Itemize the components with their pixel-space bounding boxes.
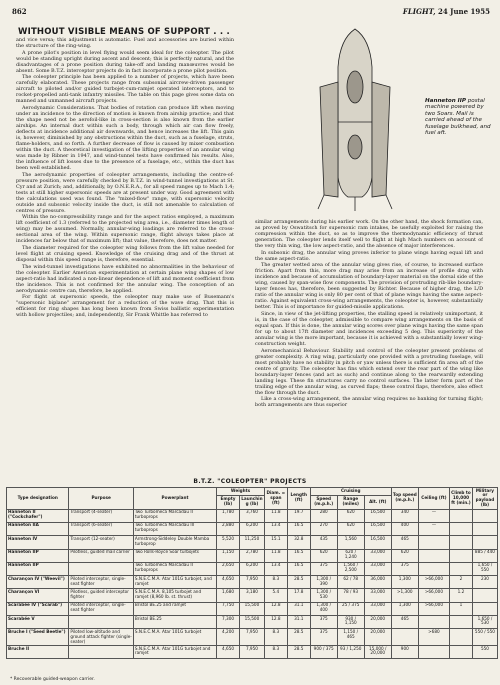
table-title: B.T.Z. "COLEOPTER" PROJECTS [193,478,307,485]
table-cell [418,616,449,629]
table-cell: 4,200 [217,629,240,646]
col-header-empty: Empty (lb) [217,495,240,509]
table-cell: 16.5 [287,562,310,575]
table-cell: 1,300 / 400 [310,602,337,615]
table-cell: S.N.E.C.M.A. Atar 101G turbojet and ramjet [133,646,216,659]
cell-type-designation: Hanneton IIP [7,549,69,562]
table-cell: 5,520 [217,536,240,549]
table-cell: >66,000 [418,602,449,615]
cell-type-designation: Hanneton IIA [7,522,69,535]
table-cell: 7,950 [239,646,264,659]
table-cell: 3,760 [239,509,264,522]
coleopter-projects-table [6,487,498,659]
table-cell: 375 [310,629,337,646]
table-cell: 33,000 [364,589,391,602]
table-cell: 16,500 [364,509,391,522]
table-cell: 620 [337,522,364,535]
table-cell [472,589,497,602]
table-cell: 20,000 [364,629,391,646]
table-cell: 13.4 [264,562,287,575]
table-cell: 25 / 375 [337,602,364,615]
article-title: WITHOUT VISIBLE MEANS OF SUPPORT . . . [18,27,230,37]
table-cell: 13.4 [264,522,287,535]
page-number: 862 [12,7,27,16]
table-cell: 33,000 [364,562,391,575]
table-cell: >680 [418,629,449,646]
table-cell: 375 [310,562,337,575]
table-cell: 15,500 [239,602,264,615]
table-cell: 1,560 / 2,500 [337,562,364,575]
table-cell: 1 [450,602,473,615]
table-cell: Pilotless, guided interceptor fighter [69,589,133,602]
table-row [7,509,498,522]
table-cell: 78 / 93 [337,589,364,602]
table-cell: 15,500 [239,616,264,629]
table-cell: Transport (12-seater) [69,536,133,549]
table-cell: 550 / 550 [472,629,497,646]
table-cell: 17.8 [287,589,310,602]
table-cell: 1,780 [217,509,240,522]
table-cell [450,549,473,562]
table-cell: 2,880 [217,522,240,535]
table-cell [450,536,473,549]
table-cell: 550 [472,646,497,659]
table-cell [450,616,473,629]
table-cell: 16,500 [364,536,391,549]
paragraph: Aerodynamic Considerations. That bodies of rotation can produce lift when moving under an incidence to the direction of motion is known from airship practice; and that the shape need not be aerofoil-like in cross-section is also known from the earlier airships. An internal duct within such a body, through which air can flow freely, deflects at incidence additional air downwards, and hence increases the lift. This gain is, however, diminished by any obstructions within the duct, such as a fuselage, struts, flame-holders, and so forth. A further decrease of flow is caused by mixer combustion within the duct. A theoretical investigation of the lifting properties of an annular wing was made by Ribner in 1947, and wind-tunnel tests have confirmed his results. Also, the influence of lift losses due to the presence of a fuselage, etc., within the duct has been well established. [16,104,234,172]
cell-type-designation: Hanneton IIP [7,562,69,575]
table-cell: 33,000 [364,602,391,615]
table-cell [418,646,449,659]
paragraph: The coleopter principle has been applied to a number of projects, which have been carefully elaborated. These projects range from subsonial aircrew-driven passenger aircraft to piloted and/or guided turbojet-cum-ramjet operated interceptors, and to rocket-propelled anti-tank infantry missiles. The table on this page gives some data on manned and unmanned aircraft projects. [16,74,234,105]
cell-type-designation: Bruche I ("Seed Beetle") [7,629,69,646]
table-cell: 7,950 [239,576,264,589]
caption-text: postal machine powered by two Soars. Mail is carried ahead of the fuselage bulkhead, and fuel aft. [425,98,491,137]
table-cell: 1,300 [391,576,418,589]
table-cell [391,629,418,646]
table-cell [69,646,133,659]
table-cell: 280 [310,509,337,522]
table-cell: 62 / 78 [337,576,364,589]
paragraph: similar arrangements during his earlier work. On the other hand, the shock formation can, as proved by Oswatitsch for supersonic ram intakes, be usefully exploited for raising the compression within the duct, so as to improve the thermodynamic efficiency of thrust generation. The coleopter lends itself well to flight at high Mach numbers on account of the very thin wing, the low aspect-ratio, and the absence of major interferences. [255,219,483,250]
table-cell [450,522,473,535]
issue-date: 24 June 1955 [437,7,490,16]
table-row [7,629,498,646]
table-cell: 1,150 [217,549,240,562]
table-cell: Piloted interceptor, single-seat fighter [69,576,133,589]
table-cell: 8.3 [264,646,287,659]
table-cell: 4,650 [217,646,240,659]
table-cell: 1,650 / 550 [472,562,497,575]
table-cell: 930 / 1,150 [337,616,364,629]
table-cell: 885 / 440 [472,549,497,562]
table-cell: 11.8 [264,509,287,522]
table-cell: Piloted low-altitude and ground attack fighter (single-seater) [70,628,132,644]
table-cell: 620 [310,549,337,562]
table-cell: 5.4 [264,589,287,602]
table-cell: 7,950 [239,629,264,646]
table-cell: Armstrong-Siddeley Double Mamba turboprop [133,536,216,549]
paragraph: For flight at supersonic speeds, the coleopter may make use of Busemann's "supersonic biplane" arrangement for a reduction of the wave drag. That this is efficient for ring shapes has long been known from Swiss ballistic experimentation with hollow projectiles; and, independently, Sir Frank Whittle has referred to [16,294,234,319]
col-header-alt: Alt. (ft) [364,495,391,509]
col-header-ceiling: Ceiling (ft) [418,488,449,510]
table-cell [472,509,497,522]
table-row [7,522,498,535]
table-cell: 11,250 [239,536,264,549]
table-cell: 15.1 [264,536,287,549]
article-column-left [16,37,234,476]
table-cell: 32.8 [287,536,310,549]
table-cell: 16,500 [364,522,391,535]
col-header-payload: Military or payload (lb) [472,488,497,510]
table-cell: 36,000 [364,576,391,589]
col-header-launching: Launching (lb) [239,495,264,509]
table-cell: Pilotless, guided mail carrier [69,549,133,562]
table-cell: >66,000 [418,576,449,589]
table-cell: Transport (4-seater) [69,509,133,522]
table-cell: 465 [391,536,418,549]
table-row [7,589,498,602]
table-footnote: * Recoverable guided-weapon carrier. [10,677,95,682]
table-cell: 28.5 [287,646,310,659]
magazine-header [403,7,490,16]
table-cell: Two Turbomeca Marcadau II turboprops [133,562,216,575]
paragraph: The wind-tunnel investigations have exhibited no abnormalities in the behaviour of the coleopter. Earlier American experimentation at certain plane wing shapes of low aspect-ratio had indicated a non-linear dependence of lift and moment coefficient from the incidence. This is not confirmed for the annular wing. The conception of an aerodynamic centre can, therefore, be applied. [16,263,234,294]
table-cell: 1,300 / 530 [310,589,337,602]
table-cell: Bristol BE.25 [133,616,216,629]
table-cell [472,602,497,615]
table-cell: 33,000 [364,549,391,562]
col-header-climb: Climb to 10,000 ft (min.) [450,488,473,510]
table-cell: 8.3 [264,576,287,589]
table-cell: 93 / 1,250 [337,646,364,659]
table-cell: 465 [391,616,418,629]
paragraph: In subsonic drag, the annular wing proves inferior to plane wings having equal lift and the same aspect-ratio. [255,249,483,262]
table-cell: 7,300 [217,616,240,629]
table-cell [450,629,473,646]
table-row [7,646,498,659]
cell-type-designation: Hanneton II ("Cockchafer") [7,509,69,522]
hanneton-iip-illustration [300,27,410,212]
table-row [7,562,498,575]
table-cell: 19.7 [287,509,310,522]
table-cell [450,562,473,575]
table-cell: 1,680 [217,589,240,602]
article-column-right [255,219,483,476]
table-cell: 900 [391,646,418,659]
cell-type-designation: Bruche II [7,646,69,659]
table-row [7,549,498,562]
table-cell: 2,780 [239,549,264,562]
table-cell [450,509,473,522]
table-cell: Transport (6-seater) [69,522,133,535]
table-cell: 6,200 [239,522,264,535]
paragraph: Aeromechanical Behaviour. Stability and control of the coleopter present problems of greater complexity. A ring wing, particularly one provided with a protruding fuselage, will most probably have no stability in pitch or yaw unless there is sufficient fin area aft of the centre of gravity. The coleopter has fins which extend over the rear part of the wing like boundary-layer fences (and act as such) and continue along to the rearwardly extending landing legs. These fin structures carry no control surfaces. The latter form part of the trailing edge of the annular wing, as curved flaps; these control flaps, therefore, also effect the flow through the duct. [255,347,483,396]
table-cell: 16.5 [287,549,310,562]
table-cell: 31.1 [287,616,310,629]
table-body [7,509,498,659]
paragraph: A prone pilot's position in level flying would seem ideal for the coleopter. The pilot would be standing upright during ascent and descent; this is perfectly natural, and the disadvantages of a prone position during take-off and landing manœuvres would be absent. Some B.T.Z. interceptor projects do in fact incorporate a prone pilot position. [16,49,234,74]
table-cell: 620 [337,509,364,522]
paragraph: and vice versa; this adjustment is automatic. Fuel and accessories are buried within the structure of the ring-wing. [16,37,234,50]
paragraph: The aerodynamic properties of coleopter arrangements, including the centre-of-pressure position, were carefully checked by B.T.Z. in wind-tunnel investigations at St. Cyr and at Zurich; and, additionally, by O.N.E.R.A., for all speed ranges up to Mach 1.4; tests at still higher supersonic speeds are at present under way. Good agreement with the calculations used was found. The "mixed-flow" range, with supersonic velocity outside and subsonic velocity inside the duct, is still not amenable to calculation of centres of pressure. [16,171,234,214]
table-cell: 31.1 [287,602,310,615]
table-cell: 620 / 1,240 [337,549,364,562]
table-cell: 1,300 [391,602,418,615]
table-cell: 230 [472,576,497,589]
table-cell [418,549,449,562]
table-cell: Two Rolls-Royce Soar turbojets [133,549,216,562]
col-header-powerplant: Powerplant [133,488,216,510]
table-cell: 1,560 [337,536,364,549]
table-cell: 8.3 [264,629,287,646]
col-header-length: Length (ft) [287,488,310,510]
table-cell: 270 [310,522,337,535]
table-cell [69,616,133,629]
magazine-name: FLIGHT, [402,7,436,16]
table-cell: Two Turbomeca Marcadau III turboprops [133,522,216,535]
col-header-purpose: Purpose [69,488,133,510]
table-cell: 7,750 [217,602,240,615]
group-header-cruising: Cruising [310,488,391,496]
table-cell [472,536,497,549]
cell-type-designation: Charançon VI [7,589,69,602]
cell-type-designation: Charançon IV ("Weevil") [7,576,69,589]
col-header-top-speed: Top speed (m.p.h.) [391,488,418,510]
table-cell: 400 [391,522,418,535]
cell-type-designation: Hanneton IV [7,536,69,549]
group-header-weights: Weights [217,488,265,496]
table-cell: 16.5 [287,522,310,535]
paragraph: Within the no-compressibility range and for the aspect ratios employed, a maximum lift coefficient of 1.3 (referred to the projected wing area, i.e., diameter times length of wing) may be assumed. Normally, annular-wing loadings are referred to the cross-sectional area of the wing. Within supersonic range, flight always takes place at incidences far below that of maximum lift; that value, therefore, does not matter. [16,214,234,245]
table-cell: — [418,522,449,535]
table-row [7,602,498,615]
table-cell: 15,000 / 20,000 [364,646,391,659]
table-cell: Two Turbomeca Marcadau II turboprops [133,509,216,522]
table-cell: 620 [391,549,418,562]
table-cell [418,562,449,575]
table-cell [418,536,449,549]
table-cell: 12.8 [264,616,287,629]
paragraph: The greater wetted area of the annular wing gives rise, of course, to increased surface friction. Apart from this, more drag may arise from an increase of profile drag with incidence and because of accumulation of boundary-layer material on the dorsal side of the wing, caused by span-wise flow components. The provision of protruding rib-like boundary-layer fences has, therefore, been suggested by Richter. Because of higher drag, the L/D ratio of the annular wing is only 80 per cent of that of plane wings having the same aspect-ratio. Against equivalent cross-wing arrangements, the coleopter is, however, substantially better. This is of importance for guided-missile applications. [255,262,483,311]
table-row [7,536,498,549]
caption-aircraft-name: Hanneton IIP [425,98,466,104]
col-header-range: Range (miles) [337,495,364,509]
table-cell: 375 [391,562,418,575]
table-cell [450,646,473,659]
table-cell: 28.5 [287,576,310,589]
table-cell: 2,650 [217,562,240,575]
table-cell: 435 [310,536,337,549]
table-cell [472,522,497,535]
table-cell: S.N.E.C.M.A. 8,105 turbojet and ramjet (8,960 lb. st. thrust) [133,589,216,602]
table-cell: 12.8 [264,602,287,615]
table-cell: 1,150 / 465 [337,629,364,646]
table-cell: S.N.E.C.M.A. Atar 101G turbojet, and ramjet [133,576,216,589]
table-cell: 3,180 [239,589,264,602]
paragraph: The diameter required for the coleopter wing follows from the lift value needed for level flight at cruising speed. Knowledge of the cruising drag and of the thrust at disposal within this speed range is, therefore, essential. [16,245,234,264]
table-cell: 20,000 [364,616,391,629]
table-cell: Bristol BE.25 and ramjet [133,602,216,615]
table-cell: 11.8 [264,549,287,562]
table-cell: 1.2 [450,589,473,602]
table-cell: 1,650 / 530 [472,616,497,629]
col-header-type: Type designation [7,488,69,510]
col-header-diam: Diam. = span (ft) [264,488,287,510]
cell-type-designation: Scarabée V [7,616,69,629]
table-cell: S.N.E.C.M.A. Atar 101G turbojet [133,629,216,646]
table-cell: 1,300 / 390 [310,576,337,589]
col-header-speed: Speed (m.p.h.) [310,495,337,509]
table-cell [69,562,133,575]
table-row [7,616,498,629]
table-cell: 2 [450,576,473,589]
table-cell: >1,300 [391,589,418,602]
table-cell: 28.5 [287,629,310,646]
table-cell: 340 [391,509,418,522]
table-cell: 375 [310,616,337,629]
paragraph: Like a cross-wing arrangement, the annular wing requires no banking for turning flight; both arrangements are thus superior [255,396,483,409]
table-cell: >66,000 [418,589,449,602]
table-cell: 4,650 [217,576,240,589]
table-cell: Piloted interceptor, single-seat fighter [69,602,133,615]
figure-caption [425,98,495,136]
cell-type-designation: Scarabée IV ("Scarab") [7,602,69,615]
table-cell: 6,200 [239,562,264,575]
table-cell: 900 / 375 [310,646,337,659]
table-row [7,576,498,589]
paragraph: Since, in view of the jet-lifting properties, the stalling speed is relatively unimportant, it is, in the case of the coleopter, admissible to compare wing arrangements on the basis of equal span. If this is done, the annular wing scores over plane wings having the same span for up to about 17ft diameter and incidences exceeding 5 deg. This superiority of the annular wing is the more important, because it is achieved with a substantially lower wing-construction weight. [255,311,483,348]
table-cell: — [418,509,449,522]
